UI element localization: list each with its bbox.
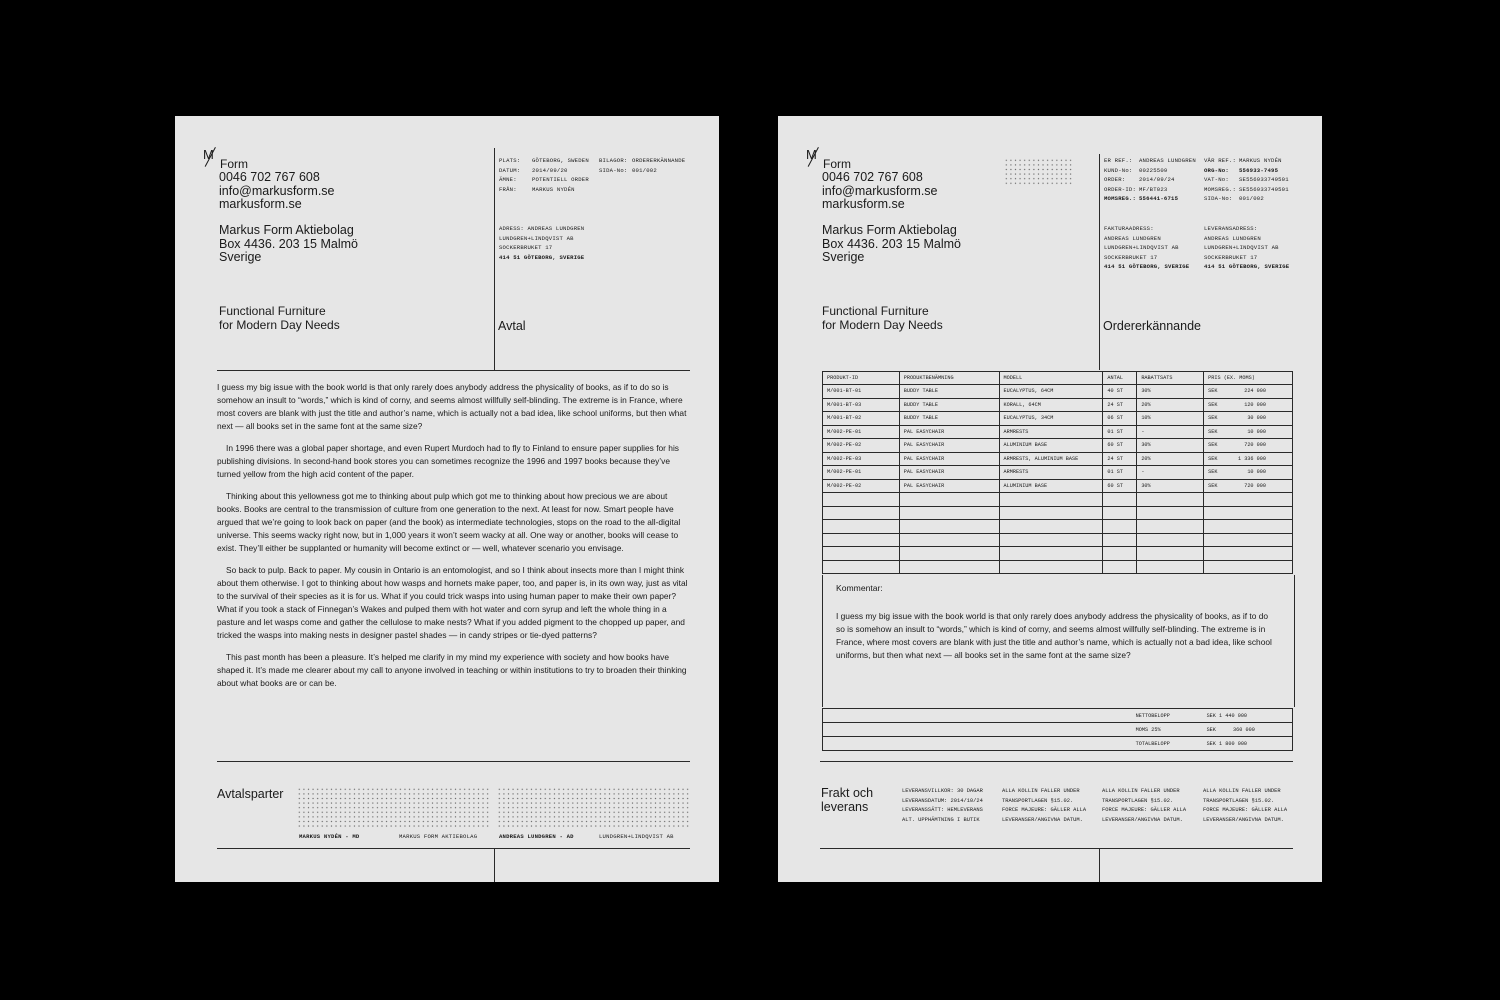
signatory-name: ANDREAS LUNDGREN - AD	[499, 833, 574, 840]
price-cell: SEK 120 000	[1204, 398, 1293, 412]
meta-row: SIDA-No: 001/002	[599, 166, 657, 174]
table-cell: 40 ST	[1103, 385, 1137, 399]
empty-row	[823, 520, 1293, 534]
table-cell: M/001-BT-03	[823, 398, 900, 412]
meta-col-2	[599, 156, 685, 175]
phone: 0046 702 767 608	[822, 170, 923, 184]
table-cell: BUDDY TABLE	[899, 385, 999, 399]
table-cell: ALUMINIUM BASE	[999, 439, 1103, 453]
tagline	[822, 305, 943, 332]
table-row	[823, 398, 1293, 412]
tagline	[219, 305, 340, 332]
meta-row: PLATS: GÖTEBORG, SWEDEN	[499, 157, 589, 164]
table-cell: PAL EASYCHAIR	[899, 479, 999, 493]
price-cell: SEK 720 000	[1204, 439, 1293, 453]
table-cell: M/002-PE-02	[823, 479, 900, 493]
total-value: SEK 360 000	[1203, 723, 1293, 737]
address-line: LUNDGREN+LINDQVIST AB	[1104, 244, 1179, 252]
paragraph: Thinking about this yellowness got me to thinking about pulp which got me to thinking about how precious we are about books. Books are central to the transmission of culture from one generation to the next. At least for now. Smart people have argued that we’re going to look back on paper (and the book) as intermediate technologies, stops on the road to the all-digital universe. This seems wacky right now, but in 1,000 years it won’t seem wacky at all. One way or another, books will cease to exist. They’ll either be supplanted or humanity will become extinct or — well, whatever scenario you envisage.	[217, 490, 681, 554]
tagline-line: Functional Furniture	[822, 304, 929, 318]
column-header: ANTAL	[1103, 372, 1137, 385]
table-cell: M/001-BT-01	[823, 385, 900, 399]
empty-row	[823, 547, 1293, 561]
paragraph: So back to pulp. Back to paper. My cousin in Ontario is an entomologist, and so I think about insects more than I might think about them otherwise. I got to thinking about how wasps and hornets make paper, too, and paper is, in its own way, just as vital to the survival of their species as it is for us. What if you could trick wasps into using human paper to make their own paper? What if you took a stack of Finnegan’s Wakes and pulped them with hot water and corn syrup and left the whole thing in a pasture and let wasps come and gather the cellulose to make nests? What if you added pigment to the chopped up paper, and tricked the wasps into making nests in designer pastel shades — in candy stripes or tie-dyed patterns?	[217, 564, 688, 641]
footer-rule	[820, 848, 1293, 849]
doc-title: Avtal	[498, 319, 526, 333]
meta-row: VAT-No: SE556933749501	[1204, 176, 1289, 184]
table-cell: 01 ST	[1103, 425, 1137, 439]
shipping-rule	[820, 761, 1293, 762]
logo-m: M	[806, 147, 817, 162]
address-line: ADRESS: ANDREAS LUNDGREN	[499, 225, 585, 232]
billing-address	[1104, 224, 1189, 272]
meta-row: ORDER-ID: MF/BT023	[1104, 185, 1168, 193]
address-line: 414 51 GÖTEBORG, SVERIGE	[1104, 263, 1190, 271]
table-cell: 06 ST	[1103, 412, 1137, 426]
table-cell: M/002-PE-01	[823, 425, 900, 439]
table-cell: EUCALYPTUS, 34CM	[999, 412, 1103, 426]
table-row	[823, 385, 1293, 399]
meta-row: MOMSREG.: SE556933749501	[1204, 185, 1289, 193]
address-line: LUNDGREN+LINDQVIST AB	[1204, 244, 1279, 252]
table-cell: ARMRESTS	[999, 466, 1103, 480]
email: info@markusform.se	[822, 183, 938, 198]
company-address: Box 4436. 203 15 Malmö	[219, 236, 358, 251]
contact-block	[822, 171, 938, 212]
comment-box	[822, 575, 1295, 707]
meta-row: ORG-No: 556933-7495	[1204, 166, 1279, 174]
table-cell: BUDDY TABLE	[899, 412, 999, 426]
address-line: SOCKERBRUKET 17	[499, 244, 553, 252]
empty-row	[823, 493, 1293, 507]
shipping-terms: ALLA KOLLIN FALLER UNDER TRANSPORTLAGEN §15.02. FORCE MAJEURE: GÄLLER ALLA LEVERANSER/ANGIVNA DATUM.	[1002, 788, 1087, 823]
price-cell: SEK 224 000	[1204, 385, 1293, 399]
table-cell: ARMRESTS	[999, 425, 1103, 439]
parties-rule	[217, 761, 690, 762]
table-cell: -	[1137, 425, 1204, 439]
column-header: PRODUKT-ID	[823, 372, 900, 385]
column-header: PRODUKTBENÄMNING	[899, 372, 999, 385]
tagline-line: for Modern Day Needs	[219, 317, 340, 332]
table-row	[823, 425, 1293, 439]
parties-title: Avtalsparter	[217, 787, 284, 801]
table-cell: M/002-PE-03	[823, 452, 900, 466]
company-country: Sverige	[219, 250, 262, 265]
shipping-title-line: leverans	[821, 799, 869, 814]
header-divider	[1099, 154, 1100, 370]
column-header: MODELL	[999, 372, 1103, 385]
address-line: SOCKERBRUKET 17	[1204, 253, 1258, 261]
signatory-name: MARKUS NYDÉN - MD	[299, 833, 360, 840]
table-cell: 24 ST	[1103, 452, 1137, 466]
company-name: Markus Form Aktiebolag	[822, 223, 957, 237]
address-line: 414 51 GÖTEBORG, SVERIGE	[1204, 263, 1290, 271]
meta-row: ORDER: 2014/09/24	[1104, 176, 1175, 184]
meta-col-1	[499, 156, 589, 194]
footer-divider	[1099, 848, 1100, 882]
price-cell: SEK 720 000	[1204, 479, 1293, 493]
total-row	[823, 709, 1293, 723]
table-cell: PAL EASYCHAIR	[899, 452, 999, 466]
company-country: Sverige	[822, 250, 865, 265]
address-line: LUNDGREN+LINDQVIST AB	[499, 234, 574, 242]
letter-body	[217, 381, 690, 698]
order-meta-col-1	[1104, 156, 1196, 204]
company-address: Box 4436. 203 15 Malmö	[822, 236, 961, 251]
order-table	[822, 371, 1293, 574]
address-line: FAKTURAADRESS:	[1104, 225, 1154, 232]
table-row	[823, 412, 1293, 426]
contact-block	[219, 171, 335, 212]
price-cell: SEK 30 000	[1204, 412, 1293, 426]
meta-row: ÄMNE: POTENTIELL ORDER	[499, 176, 589, 184]
table-cell: 24 ST	[1103, 398, 1137, 412]
shipping-terms: ALLA KOLLIN FALLER UNDER TRANSPORTLAGEN §15.02. FORCE MAJEURE: GÄLLER ALLA LEVERANSER/ANGIVNA DATUM.	[1203, 788, 1288, 823]
table-cell: -	[1137, 466, 1204, 480]
signature-field-1[interactable]	[297, 787, 489, 829]
table-cell: 30%	[1137, 439, 1204, 453]
meta-row: BILAGOR: ORDERERKÄNNANDE	[599, 157, 686, 164]
table-cell: ALUMINIUM BASE	[999, 479, 1103, 493]
total-label: NETTOBELOPP	[1132, 709, 1203, 723]
table-row	[823, 466, 1293, 480]
tagline-line: for Modern Day Needs	[822, 317, 943, 332]
logo-m: M	[203, 147, 214, 162]
price-cell: SEK 10 000	[1204, 425, 1293, 439]
table-cell: M/002-PE-01	[823, 466, 900, 480]
paragraph: This past month has been a pleasure. It’s helped me clarify in my mind my experience with society and how books have shaped it. It’s made me clearer about my call to anyone involved in teaching or within institutions to try to broaden their thinking about what books are or can be.	[217, 651, 687, 688]
table-row	[823, 439, 1293, 453]
company-block	[822, 224, 961, 265]
brand-logo	[203, 147, 248, 171]
table-cell: PAL EASYCHAIR	[899, 466, 999, 480]
doc-title: Ordererkännande	[1103, 319, 1201, 333]
table-cell: BUDDY TABLE	[899, 398, 999, 412]
order-meta-col-2	[1204, 156, 1289, 204]
comment-label: Kommentar:	[836, 583, 883, 593]
total-label: TOTALBELOPP	[1132, 737, 1203, 751]
meta-row: DATUM: 2014/09/20	[499, 166, 568, 174]
price-cell: SEK 1 336 000	[1204, 452, 1293, 466]
table-cell: 30%	[1137, 479, 1204, 493]
address-line: ANDREAS LUNDGREN	[1204, 234, 1261, 242]
empty-row	[823, 533, 1293, 547]
table-cell: 20%	[1137, 452, 1204, 466]
logo-form: Form	[220, 157, 248, 171]
table-cell: ARMRESTS, ALUMINIUM BASE	[999, 452, 1103, 466]
website: markusform.se	[219, 197, 302, 212]
footer-rule	[217, 848, 690, 849]
total-label: MOMS 25%	[1132, 723, 1203, 737]
signatory-company: LUNDGREN+LINDQVIST AB	[599, 833, 674, 840]
table-cell: 01 ST	[1103, 466, 1137, 480]
table-cell: EUCALYPTUS, 64CM	[999, 385, 1103, 399]
totals-table	[822, 708, 1293, 751]
agreement-sheet	[175, 116, 719, 882]
meta-row: KUND-No: 00225509	[1104, 166, 1168, 174]
shipping-title-line: Frakt och	[821, 786, 874, 800]
total-row	[823, 737, 1293, 751]
meta-row: SIDA-No: 001/002	[1204, 195, 1264, 203]
paragraph: I guess my big issue with the book world is that only rarely does anybody address the physicality of books, as if to do so is somehow an insult to “words,” which is kind of corny, and seems almost willfully self-blinding. The extreme is in France, where most covers are blank with just the title and author’s name, which is actually not a bad idea, like school uniforms, but then what next — all books set in the same font at the same size?	[217, 382, 687, 432]
meta-row: MOMSREG.: 556441-6715	[1104, 195, 1179, 203]
delivery-address	[1204, 224, 1289, 272]
table-cell: KORALL, 64CM	[999, 398, 1103, 412]
table-cell: PAL EASYCHAIR	[899, 439, 999, 453]
empty-row	[823, 506, 1293, 520]
paragraph: In 1996 there was a global paper shortage, and even Rupert Murdoch had to fly to Finland to ensure paper supplies for his publishing divisions. In second-hand book stores you can sometimes recognize the 1996 and 1997 books because they’ve turned yellow from the high acid content of the paper.	[217, 442, 679, 480]
table-header-row	[823, 372, 1293, 385]
address-line: ANDREAS LUNDGREN	[1104, 234, 1161, 242]
email: info@markusform.se	[219, 183, 335, 198]
company-block	[219, 224, 358, 265]
table-cell: M/002-PE-02	[823, 439, 900, 453]
brand-logo	[806, 147, 851, 171]
signatory-company: MARKUS FORM AKTIEBOLAG	[399, 833, 478, 840]
shipping-terms: LEVERANSVILLKOR: 30 DAGAR LEVERANSDATUM: 2014/10/24 LEVERANSSÄTT: HEMLEVERANS ALT. UPPHÄMTNING I BUTIK	[902, 788, 983, 823]
tagline-line: Functional Furniture	[219, 304, 326, 318]
empty-row	[823, 560, 1293, 574]
comment-text: I guess my big issue with the book world is that only rarely does anybody address the physicality of books, as if to do so is somehow an insult to “words,” which is kind of corny, and seems almost willfully self-blinding. The extreme is in France, where most covers are blank with just the title and author’s name, which is actually not a bad idea, like school uniforms, but then what next — all books set in the same font at the same size?	[836, 611, 1272, 661]
table-cell: M/001-BT-02	[823, 412, 900, 426]
address-line: 414 51 GÖTEBORG, SVERIGE	[499, 253, 585, 261]
signature-field-2[interactable]	[497, 787, 689, 829]
shipping-title	[821, 787, 873, 814]
table-row	[823, 479, 1293, 493]
total-value: SEK 1 440 000	[1203, 709, 1293, 723]
logo-form: Form	[823, 157, 851, 171]
total-row	[823, 723, 1293, 737]
column-header: RABATTSATS	[1137, 372, 1204, 385]
address-line: SOCKERBRUKET 17	[1104, 253, 1158, 261]
table-cell: 30%	[1137, 385, 1204, 399]
table-cell: 20%	[1137, 398, 1204, 412]
table-cell: 60 ST	[1103, 479, 1137, 493]
table-cell: 60 ST	[1103, 439, 1137, 453]
table-row	[823, 452, 1293, 466]
price-cell: SEK 10 000	[1204, 466, 1293, 480]
table-cell: PAL EASYCHAIR	[899, 425, 999, 439]
header-divider	[494, 148, 495, 370]
column-header: PRIS (EX. MOMS)	[1204, 372, 1293, 385]
phone: 0046 702 767 608	[219, 170, 320, 184]
order-confirmation-sheet	[778, 116, 1322, 882]
total-value: SEK 1 800 000	[1203, 737, 1293, 751]
meta-row: VÅR REF.: MARKUS NYDÉN	[1204, 157, 1282, 164]
company-name: Markus Form Aktiebolag	[219, 223, 354, 237]
barcode-dots	[1004, 158, 1074, 186]
table-cell: 10%	[1137, 412, 1204, 426]
footer-divider	[494, 848, 495, 882]
header-rule	[217, 370, 690, 371]
meta-row: ER REF.: ANDREAS LUNDGREN	[1104, 157, 1196, 164]
recipient-address	[499, 224, 584, 262]
website: markusform.se	[822, 197, 905, 212]
address-line: LEVERANSADRESS:	[1204, 225, 1258, 232]
meta-row: FRÅN: MARKUS NYDÉN	[499, 185, 575, 193]
shipping-terms: ALLA KOLLIN FALLER UNDER TRANSPORTLAGEN §15.02. FORCE MAJEURE: GÄLLER ALLA LEVERANSER/ANGIVNA DATUM.	[1102, 788, 1187, 823]
